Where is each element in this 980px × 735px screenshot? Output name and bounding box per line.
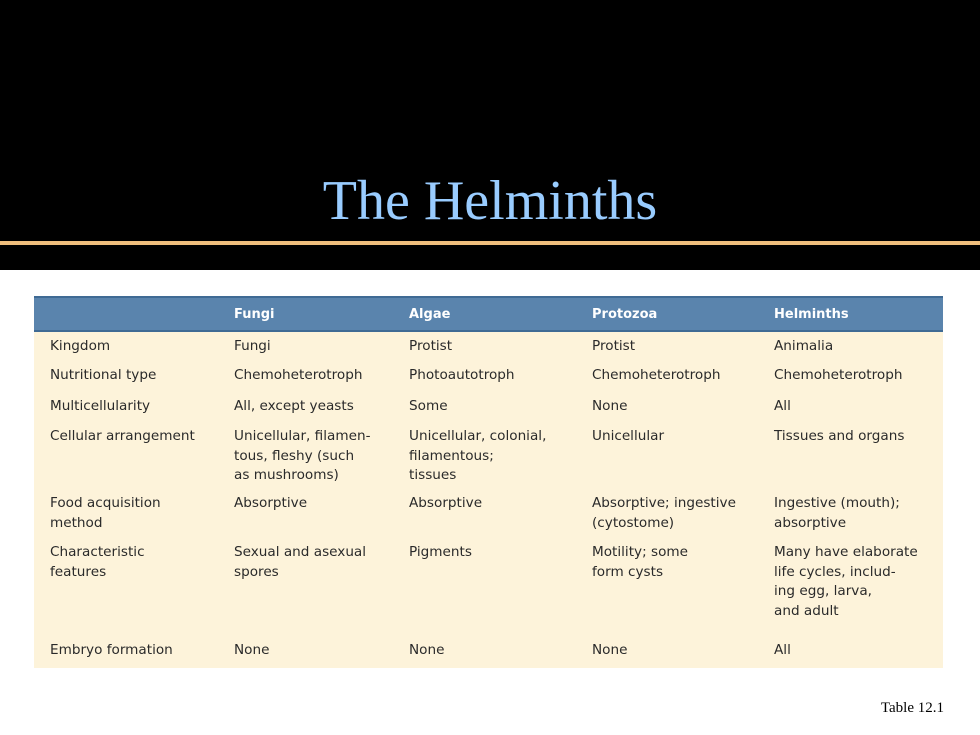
header-cell-empty [34, 297, 234, 331]
header-cell-fungi: Fungi [234, 297, 409, 331]
header-cell-protozoa: Protozoa [592, 297, 774, 331]
cell-text: All [774, 642, 791, 658]
table-cell-helminths [774, 361, 943, 392]
table-cell-algae [409, 636, 592, 670]
cell-text: Chemoheterotroph [234, 367, 363, 383]
table-cell-algae [409, 538, 592, 636]
table-cell-fungi [234, 538, 409, 636]
cell-text: Unicellular [592, 428, 665, 444]
cell-text: Protist [409, 338, 453, 354]
cell-text: Photoautotroph [409, 367, 515, 383]
table-row [34, 361, 943, 392]
table-row [34, 636, 943, 670]
table-cell-fungi [234, 361, 409, 392]
row-label-cell [34, 538, 234, 636]
slide-title: The Helminths [322, 170, 658, 232]
table-row [34, 331, 943, 361]
cell-text: None [234, 642, 270, 658]
table-cell-algae [409, 422, 592, 489]
cell-text: Many have elaborate life cycles, includ- ing egg, larva, and adult [774, 544, 918, 619]
cell-text: Nutritional type [50, 367, 157, 383]
table-cell-fungi [234, 636, 409, 670]
cell-text: Embryo formation [50, 642, 173, 658]
cell-text: Absorptive [234, 495, 308, 511]
cell-text: None [592, 642, 628, 658]
table-cell-helminths [774, 331, 943, 361]
cell-text: All, except yeasts [234, 398, 354, 414]
cell-text: Protist [592, 338, 636, 354]
cell-text: Multicellularity [50, 398, 151, 414]
table-cell-fungi [234, 392, 409, 422]
cell-text: Fungi [234, 338, 271, 354]
row-label-cell [34, 331, 234, 361]
cell-text: Unicellular, colonial, filamentous; tissues [409, 428, 547, 483]
cell-text: Ingestive (mouth); absorptive [774, 495, 900, 531]
cell-text: Pigments [409, 544, 472, 560]
table-cell-protozoa [592, 331, 774, 361]
table-cell-algae [409, 392, 592, 422]
row-label-cell [34, 489, 234, 538]
table-cell-protozoa [592, 392, 774, 422]
row-label-cell [34, 636, 234, 670]
cell-text: Chemoheterotroph [774, 367, 903, 383]
table-cell-protozoa [592, 361, 774, 392]
table-caption: Table 12.1 [880, 700, 944, 716]
table-cell-algae [409, 331, 592, 361]
row-label-cell [34, 361, 234, 392]
cell-text: Cellular arrangement [50, 428, 195, 444]
table-cell-protozoa [592, 489, 774, 538]
cell-text: Tissues and organs [774, 428, 905, 444]
cell-text: Kingdom [50, 338, 111, 354]
table-cell-protozoa [592, 422, 774, 489]
table-cell-helminths [774, 422, 943, 489]
header-cell-algae: Algae [409, 297, 592, 331]
table-cell-protozoa [592, 636, 774, 670]
title-divider [0, 241, 980, 245]
cell-text: Chemoheterotroph [592, 367, 721, 383]
header-cell-helminths: Helminths [774, 297, 943, 331]
table-cell-helminths [774, 636, 943, 670]
table-cell-protozoa [592, 538, 774, 636]
cell-text: Absorptive; ingestive (cytostome) [592, 495, 736, 531]
table-cell-helminths [774, 538, 943, 636]
table-row [34, 538, 943, 636]
table-cell-fungi [234, 331, 409, 361]
cell-text: Characteristic features [50, 544, 145, 580]
table-row [34, 489, 943, 538]
row-label-cell [34, 392, 234, 422]
cell-text: Motility; some form cysts [592, 544, 688, 580]
table-cell-algae [409, 361, 592, 392]
cell-text: All [774, 398, 791, 414]
table-header-row [34, 297, 943, 331]
cell-text: None [409, 642, 445, 658]
cell-text: None [592, 398, 628, 414]
comparison-table [34, 296, 943, 668]
cell-text: Animalia [774, 338, 834, 354]
cell-text: Food acquisition method [50, 495, 161, 531]
table-row [34, 422, 943, 489]
table-cell-algae [409, 489, 592, 538]
cell-text: Some [409, 398, 448, 414]
table-row [34, 392, 943, 422]
table-cell-fungi [234, 489, 409, 538]
table-cell-helminths [774, 392, 943, 422]
cell-text: Absorptive [409, 495, 483, 511]
table-cell-helminths [774, 489, 943, 538]
cell-text: Unicellular, filamen- tous, fleshy (such as mushrooms) [234, 428, 371, 483]
row-label-cell [34, 422, 234, 489]
table-cell-fungi [234, 422, 409, 489]
cell-text: Sexual and asexual spores [234, 544, 367, 580]
